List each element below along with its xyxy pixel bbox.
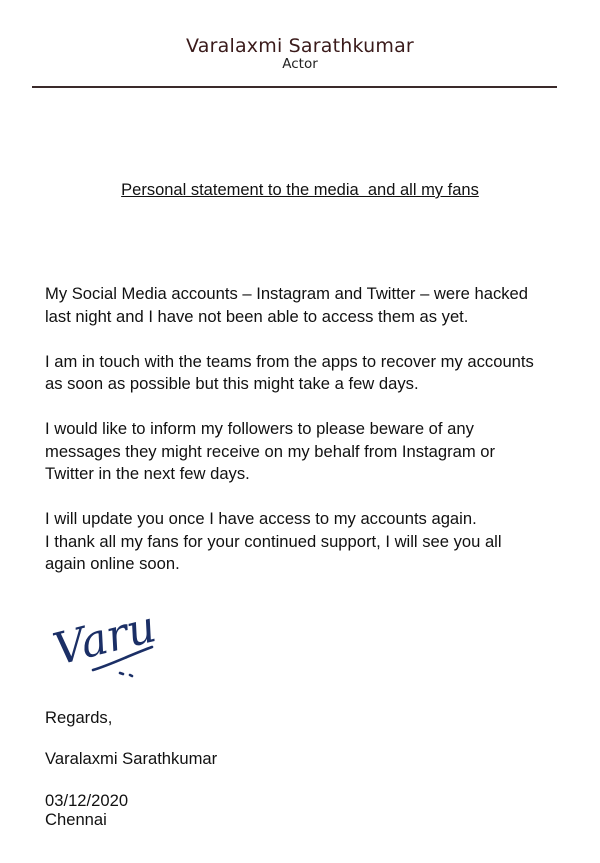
line: I will update you once I have access to my accounts again. [45, 509, 477, 528]
line: I am in touch with the teams from the apps to recover my accounts [45, 351, 534, 371]
statement-body [45, 283, 585, 598]
signer-name: Varalaxmi Sarathkumar [45, 749, 218, 768]
line: messages they might receive on my behalf from Instagram or [45, 441, 496, 461]
letterhead-role: Actor [282, 56, 318, 72]
line: I thank all my fans for your continued support, I will see you all [45, 531, 502, 551]
place: Chennai [45, 810, 107, 829]
line: as soon as possible but this might take a few days. [45, 374, 419, 393]
date-place [45, 791, 128, 829]
line: I would like to inform my followers to please beware of any [45, 419, 474, 438]
line: Twitter in the next few days. [45, 464, 250, 483]
date: 03/12/2020 [45, 791, 129, 810]
statement-title: Personal statement to the media and all my fans [121, 181, 479, 199]
line: My Social Media accounts – Instagram and Twitter – were hacked [45, 284, 528, 303]
letterhead-name: Varalaxmi Sarathkumar [186, 35, 414, 57]
line: again online soon. [45, 554, 180, 573]
paragraph [45, 351, 585, 396]
signature-text: Varu [48, 601, 161, 676]
line: last night and I have not been able to access them as yet. [45, 306, 469, 326]
paragraph [45, 283, 585, 328]
closing: Regards, [45, 708, 113, 727]
handwritten-signature [40, 565, 170, 690]
paragraph [45, 418, 585, 486]
letterhead-divider [32, 86, 557, 88]
